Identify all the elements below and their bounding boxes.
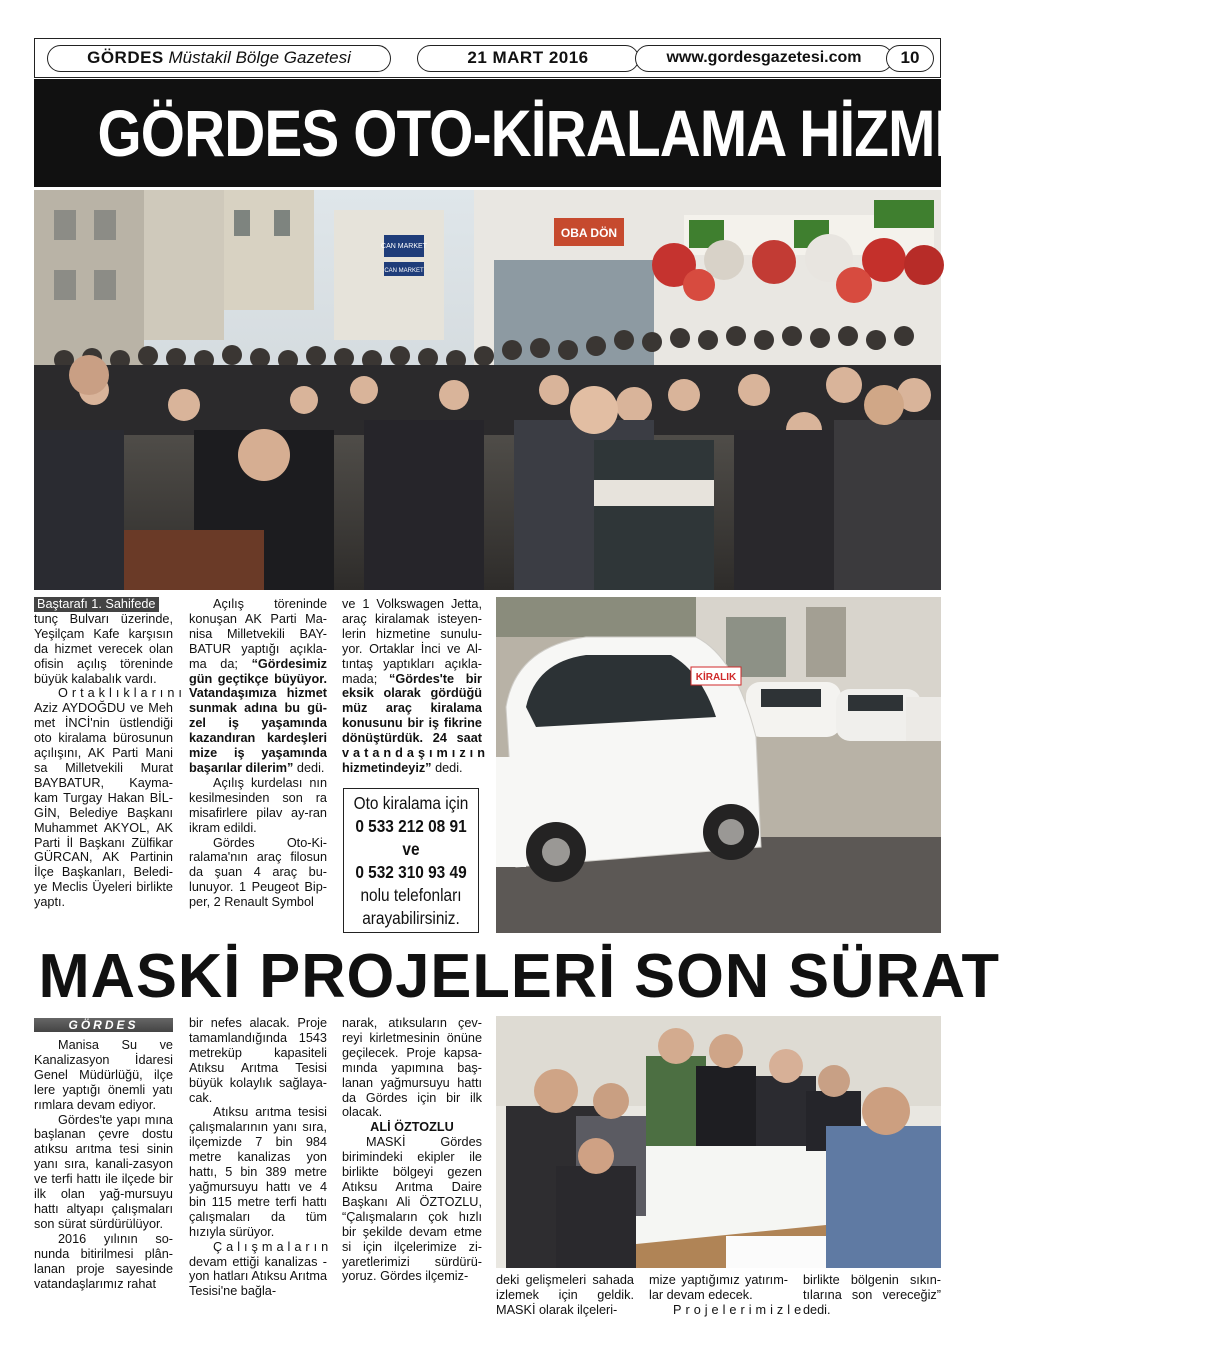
masthead [34, 38, 941, 78]
article1-col1-p2: Aziz AYDOĞDU ve Meh met İNCİ'nin üstlendiği oto kiralama bürosunun açılışını, AK Parti Mani sa Milletvekili Murat BAYBATUR, Kayma-kam Turgay Hakan BİL-GİN, Belediye Başkanı Muhammet AKYOL, AK Parti İl Başkanı Zülfikar GÜRCAN, AK Partinin İlçe Başkanları, Beledi-ye Meclis Üyeleri birlikte yaptı. [34, 701, 173, 910]
article2-col2-spaced: Çalışmaların [213, 1239, 333, 1254]
article1-col3-quote: “Gördes'te bir eksik olarak gördüğü müz araç kiralama konusunu bir iş fikrine dönüştürdük. 24 saat [342, 671, 482, 746]
page-number: 10 [886, 45, 934, 72]
article1-col1 [34, 597, 186, 910]
article1-col3 [342, 597, 489, 776]
paper-name: GÖRDES [87, 48, 164, 67]
headline-bar [34, 79, 1211, 187]
article2-col5-p1: mize yaptığımız yatırım-lar devam edecek. [649, 1273, 788, 1302]
article2-col2-p3: devam ettiği kanalizas -yon hatları Atıksu Arıtma Tesisi'ne bağla- [189, 1254, 327, 1299]
article1-col2-p1-a: Açılış töreninde konuşan AK Parti Ma-nisa Milletvekili BAY-BATUR yaptığı açıkla-ma da; [189, 597, 327, 671]
paper-tagline: Müstakil Bölge Gazetesi [168, 48, 351, 67]
phone-info-box [343, 788, 479, 933]
phone-number-2: 0 532 310 93 49 [355, 862, 467, 882]
rental-cars-photo [496, 597, 941, 933]
article1-col3-quote-end: hizmetindeyiz” [342, 760, 432, 775]
article2-col1-p3: 2016 yılının so-nunda bitirilmesi plân-lanan proje sayesinde vatandaşlarımız rahat [34, 1231, 173, 1291]
article2-col3-p2: MASKİ Gördes birimindeki ekipler ile birlikte bölgeyi gezen Atıksu Arıtma Daire Başkanı Ali ÖZTOZLU, “Çalışmaların çok hızlı bir şekilde devam etme si için ilçelerimize zi-yaretlerimizi sürdürü-yoruz. Gördes ilçemiz- [342, 1135, 482, 1284]
article1-col2 [189, 597, 327, 910]
article1-col2-p1-end: dedi. [296, 760, 325, 775]
sign-can-market-1: CAN MARKET [381, 243, 427, 250]
article2-headline-wrap [34, 942, 1000, 1011]
article2-col2 [189, 1016, 333, 1299]
article1-headline: GÖRDES OTO-KİRALAMA HİZMETE GİRDİ [97, 96, 1211, 170]
article1-col2-p3: Gördes Oto-Ki-ralama'nın araç filosun da şuan 4 araç bu-lunuyor. 1 Peugeot Bip-per, 2 Renault Symbol [189, 835, 327, 910]
article2-col2-p2: Atıksu arıtma tesisi çalışmalarının yanı sıra, ilçemizde 7 bin 984 metre kanalizas yon hattı, 5 bin 389 metre yağmursuyu hattı ve 4 bin 115 metre terfi hattı çalışmaları da tüm hızıyla sürüyor. [189, 1105, 327, 1239]
article1-col3-p1-a: ve 1 Volkswagen Jetta, araç kiralamak isteyen-lerin hizmetine sunulu-yor. Ortaklar İnci ve Al-tıntaş yaptıkları açıkla-mada; [342, 597, 482, 686]
sign-oba-doner: OBA DÖN [560, 226, 618, 240]
crowd-photo [34, 190, 941, 590]
article2-subhead: ALİ ÖZTOZLU [370, 1120, 454, 1135]
paper-name-pill [47, 45, 391, 72]
sign-can-market-2: CAN MARKET [384, 268, 424, 274]
article2-col1-p1: Manisa Su ve Kanalizasyon İdaresi Genel Müdürlüğü, ilçe lere yaptığı önemli yatı rımlara devam ediyor. [34, 1038, 173, 1112]
article2-headline: MASKİ PROJELERİ SON SÜRAT [38, 942, 1000, 1011]
article2-col5 [649, 1273, 806, 1318]
article2-col5-spaced: Projelerimizle [673, 1302, 806, 1317]
article2-col4-p1: deki gelişmeleri sahada izlemek için geldik. MASKİ olarak ilçeleri- [496, 1273, 634, 1317]
article2-col1-p2: Gördes'te yapı mına başlanan çevre dostu atıksu arıtma tesi sinin yanı sıra, kanali-zasyon ve terfi hattı ile ilçede bir ilk olan yağ-mursuyu hattı altyapı çalışmaları son sürat sürdürülüyor. [34, 1112, 173, 1231]
article1-col1-p1: tunç Bulvarı üzerinde, Yeşilçam Kafe karşısın da hizmet verecek olan ofisin açılış töreninde büyük kalabalık vardı. [34, 611, 173, 686]
meeting-photo [496, 1016, 941, 1268]
issue-date: 21 MART 2016 [417, 45, 639, 72]
article2-col3-p1: narak, atıksuların çev-reyi kirletmesinin önüne geçilecek. Proje kapsa-mında yapımına baş-lanan yağmursuyu hattı da Gördes için bir ilk olacak. [342, 1016, 482, 1120]
article1-col2-p2: Açılış kurdelası nın kesilmesinden son ra misafirlere pilav ay-ran ikram edildi. [189, 775, 327, 835]
article2-col4 [496, 1273, 634, 1318]
phone-number-1: 0 533 212 08 91 [355, 816, 467, 836]
website-link[interactable]: www.gordesgazetesi.com [635, 45, 893, 72]
kiralik-badge: KİRALIK [695, 672, 737, 683]
article1-col2-quote: “Gördesimiz gün geçtikçe büyüyor. Vatandaşımıza hizmet sunmak adına bu gü-zel iş yaşamında kazandıran kardeşleri mize iş yaşamında başarılar dilerim” [189, 656, 327, 775]
article2-col6-p1: birlikte bölgenin sıkın-tılarına son vereceğiz” dedi. [803, 1273, 941, 1317]
article1-col3-end: dedi. [435, 760, 463, 775]
continued-tag: Baştarafı 1. Sahifede [34, 597, 159, 612]
gordes-section-tag: GÖRDES [34, 1018, 173, 1032]
phone-box-line1: Oto kiralama için [353, 793, 469, 813]
phone-box-line4: arayabilirsiniz. [362, 908, 460, 928]
article1-col3-spaced: vatandaşımızın [342, 746, 489, 761]
article2-col3 [342, 1016, 482, 1284]
phone-box-line3: nolu telefonları [360, 885, 462, 905]
article2-col1 [34, 1016, 173, 1291]
article1-col1-spaced: Ortaklıklarını [58, 686, 186, 701]
article2-col6 [803, 1273, 941, 1318]
article2-col2-p1: bir nefes alacak. Proje tamamlandığında 1543 metreküp kapasiteli Atıksu Arıtma Tesisi büyük kolaylık sağlaya-cak. [189, 1016, 327, 1105]
phone-box-and: ve [402, 839, 420, 859]
